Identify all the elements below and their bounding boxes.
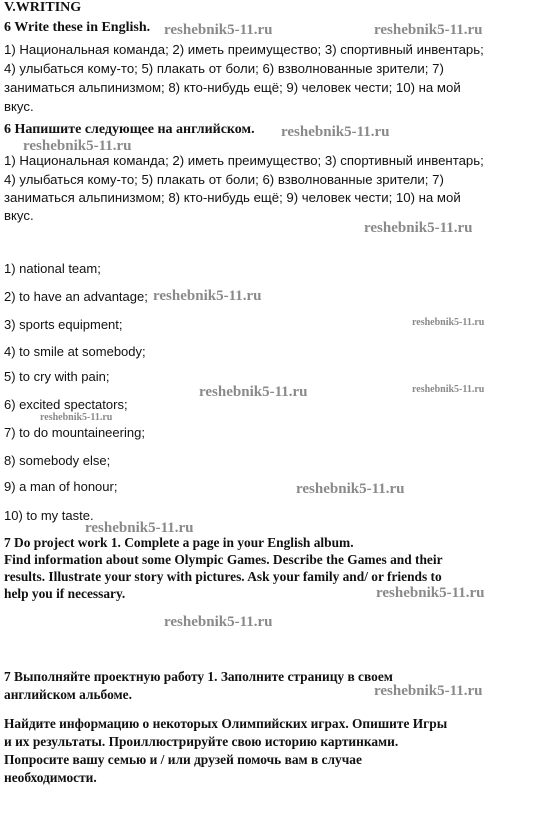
task7-en-line-1: 7 Do project work 1. Complete a page in your English album. xyxy=(4,535,354,550)
task7-ru-title-line-1: 7 Выполняйте проектную работу 1. Заполните страницу в своем xyxy=(4,669,393,684)
watermark: reshebnik5-11.ru xyxy=(281,124,390,140)
section-title: V.WRITING xyxy=(4,0,82,15)
answer-item-3: 3) sports equipment; xyxy=(4,317,123,332)
answer-item-8: 8) somebody else; xyxy=(4,453,111,468)
task7-ru-body-line-4: необходимости. xyxy=(4,770,97,785)
task7-ru-title-line-2: английском альбоме. xyxy=(4,687,132,702)
answer-item-4: 4) to smile at somebody; xyxy=(4,344,146,359)
answer-item-10: 10) to my taste. xyxy=(4,508,94,523)
task7-ru-body-line-1: Найдите информацию о некоторых Олимпийских играх. Опишите Игры xyxy=(4,716,448,731)
task6-en-line-1: 1) Национальная команда; 2) иметь преимущество; 3) спортивный инвентарь; xyxy=(4,42,484,57)
task6-en-line-4: вкус. xyxy=(4,99,34,114)
watermark: reshebnik5-11.ru xyxy=(412,384,485,395)
task6-en-line-2: 4) улыбаться кому-то; 5) плакать от боли; 6) взволнованные зрители; 7) xyxy=(4,61,444,76)
task6-en-line-3: заниматься альпинизмом; 8) кто-нибудь ещё; 9) человек чести; 10) на мой xyxy=(4,80,461,95)
answer-item-6: 6) excited spectators; xyxy=(4,397,128,412)
task7-ru-body-line-3: Попросите вашу семью и / или друзей помочь вам в случае xyxy=(4,752,362,767)
watermark: reshebnik5-11.ru xyxy=(23,138,132,154)
task6-ru-line-1: 1) Национальная команда; 2) иметь преимущество; 3) спортивный инвентарь; xyxy=(4,153,484,168)
watermark: reshebnik5-11.ru xyxy=(85,520,194,536)
watermark: reshebnik5-11.ru xyxy=(376,585,485,601)
watermark: reshebnik5-11.ru xyxy=(374,683,483,699)
answer-item-9: 9) a man of honour; xyxy=(4,479,118,494)
task6-ru-line-3: заниматься альпинизмом; 8) кто-нибудь ещё; 9) человек чести; 10) на мой xyxy=(4,190,461,205)
task6-ru-line-2: 4) улыбаться кому-то; 5) плакать от боли; 6) взволнованные зрители; 7) xyxy=(4,172,444,187)
watermark: reshebnik5-11.ru xyxy=(40,412,113,423)
answer-item-1: 1) national team; xyxy=(4,261,101,276)
task6-ru-title: 6 Напишите следующее на английском. xyxy=(4,122,255,137)
answer-item-5: 5) to cry with pain; xyxy=(4,369,110,384)
task7-en-line-2: Find information about some Olympic Games. Describe the Games and their xyxy=(4,552,443,567)
watermark: reshebnik5-11.ru xyxy=(412,317,485,328)
answer-item-7: 7) to do mountaineering; xyxy=(4,425,145,440)
watermark: reshebnik5-11.ru xyxy=(374,22,483,38)
task6-ru-line-4: вкус. xyxy=(4,208,34,223)
task6-en-title: 6 Write these in English. xyxy=(4,20,151,35)
watermark: reshebnik5-11.ru xyxy=(296,481,405,497)
task7-ru-body-line-2: и их результаты. Проиллюстрируйте свою историю картинками. xyxy=(4,734,399,749)
watermark: reshebnik5-11.ru xyxy=(199,384,308,400)
watermark: reshebnik5-11.ru xyxy=(164,22,273,38)
watermark: reshebnik5-11.ru xyxy=(164,614,273,630)
task7-en-line-4: help you if necessary. xyxy=(4,586,126,601)
answer-item-2: 2) to have an advantage; xyxy=(4,289,148,304)
task7-en-line-3: results. Illustrate your story with pictures. Ask your family and/ or friends to xyxy=(4,569,442,584)
watermark: reshebnik5-11.ru xyxy=(364,220,473,236)
watermark: reshebnik5-11.ru xyxy=(153,288,262,304)
